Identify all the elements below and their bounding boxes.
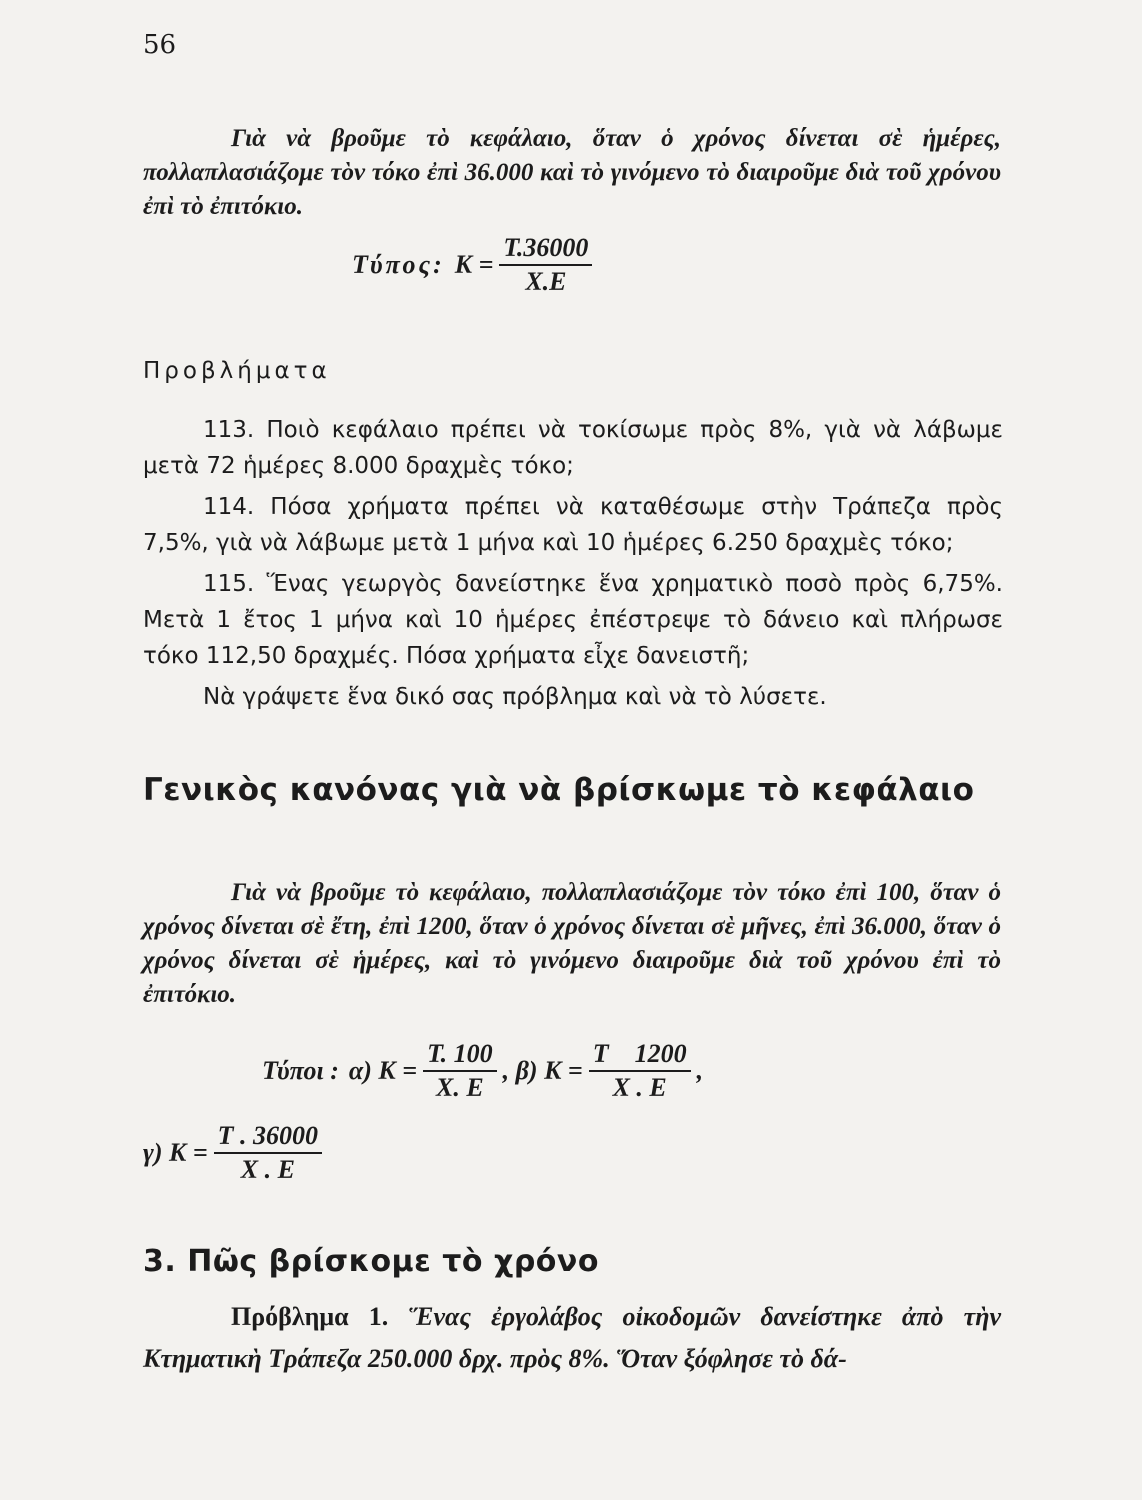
problem-own: Νὰ γράψετε ἕνα δικό σας πρόβλημα καὶ νὰ τὸ λύσετε. xyxy=(203,684,827,710)
formula-b-tail: , xyxy=(696,1056,704,1085)
rule-days-body: Γιὰ νὰ βροῦμε τὸ κεφάλαιο, ὅταν ὁ χρόνος δίνεται σὲ ἡμέρες, πολλαπλασιάζομε τὸν τόκο ἐπὶ 36.000 καὶ τὸ γινόμενο τὸ διαιροῦμε διὰ τοῦ χρόνου ἐπὶ τὸ ἐπιτόκιο. xyxy=(143,125,1001,220)
problem-1-label: Πρόβλημα 1. xyxy=(231,1302,389,1331)
problem-114: 114. Πόσα χρήματα πρέπει νὰ καταθέσωμε στὴν Τράπεζα πρὸς 7,5%, γιὰ νὰ λάβωμε μετὰ 1 μήνα καὶ 10 ἡμέρες 6.250 δραχμὲς τόκο; xyxy=(143,494,1003,556)
formula-b-label: , β) Κ = xyxy=(502,1056,583,1085)
page-number: 56 xyxy=(143,30,177,60)
problems-heading: Προβλήματα xyxy=(143,358,331,384)
formula-fraction xyxy=(499,234,592,296)
formula-lhs: Κ = xyxy=(454,250,494,279)
general-rule-text xyxy=(143,876,1001,1012)
formula-days xyxy=(352,234,598,296)
problem-113: 113. Ποιὸ κεφάλαιο πρέπει νὰ τοκίσωμε πρὸς 8%, γιὰ νὰ λάβωμε μετὰ 72 ἡμέρες 8.000 δραχμὲς τόκο; xyxy=(143,417,1003,479)
formula-c xyxy=(143,1122,328,1184)
formula-c-numerator: Τ . 36000 xyxy=(214,1122,322,1154)
formula-a-label: α) Κ = xyxy=(348,1056,418,1085)
formula-denominator: Χ.Ε xyxy=(525,267,567,296)
formula-b-numerator: Τ 1200 xyxy=(589,1040,691,1072)
formula-b-fraction xyxy=(589,1040,691,1102)
formulas-label: Τύποι : xyxy=(262,1056,339,1085)
formula-a-denominator: Χ. Ε xyxy=(435,1073,484,1102)
formula-b-denominator: Χ . Ε xyxy=(612,1073,667,1102)
formula-c-label: γ) Κ = xyxy=(143,1138,208,1167)
formula-a-fraction xyxy=(423,1040,497,1102)
formula-numerator: Τ.36000 xyxy=(499,234,592,266)
section-3-heading: 3. Πῶς βρίσκομε τὸ χρόνο xyxy=(143,1244,599,1279)
problem-1-text: Ἕνας ἐργολάβος οἰκοδομῶν δανείστηκε ἀπὸ τὴν Κτηματικὴ Τράπεζα 250.000 δρχ. πρὸς 8%. Ὅταν ξόφλησε τὸ δά- xyxy=(143,1302,1002,1373)
general-rule-body: Γιὰ νὰ βροῦμε τὸ κεφάλαιο, πολλαπλασιάζομε τὸν τόκο ἐπὶ 100, ὅταν ὁ χρόνος δίνεται σὲ ἔτη, ἐπὶ 1200, ὅταν ὁ χρόνος δίνεται σὲ μῆνες, ἐπὶ 36.000, ὅταν ὁ χρόνος δίνεται σὲ ἡμέρες, καὶ τὸ γινόμενο διαιροῦμε διὰ τοῦ χρόνου ἐπὶ τὸ ἐπιτόκιο. xyxy=(143,879,1001,1008)
problem-115: 115. Ἕνας γεωργὸς δανείστηκε ἕνα χρηματικὸ ποσὸ πρὸς 6,75%. Μετὰ 1 ἔτος 1 μήνα καὶ 10 ἡμέρες ἐπέστρεψε τὸ δάνειο καὶ πλήρωσε τόκο 112,50 δραχμές. Πόσα χρήματα εἶχε δανειστῆ; xyxy=(143,571,1003,669)
formula-c-denominator: Χ . Ε xyxy=(240,1155,295,1184)
section-3-problem xyxy=(143,1296,1001,1380)
formula-a-numerator: Τ. 100 xyxy=(423,1040,497,1072)
formulas-ab xyxy=(262,1040,703,1102)
problem-list xyxy=(143,412,1003,720)
formula-label: Τύπος: xyxy=(352,250,445,279)
formula-c-fraction xyxy=(214,1122,322,1184)
rule-days-text xyxy=(143,122,1001,224)
general-rule-heading: Γενικὸς κανόνας γιὰ νὰ βρίσκωμε τὸ κεφάλαιο xyxy=(143,772,975,808)
